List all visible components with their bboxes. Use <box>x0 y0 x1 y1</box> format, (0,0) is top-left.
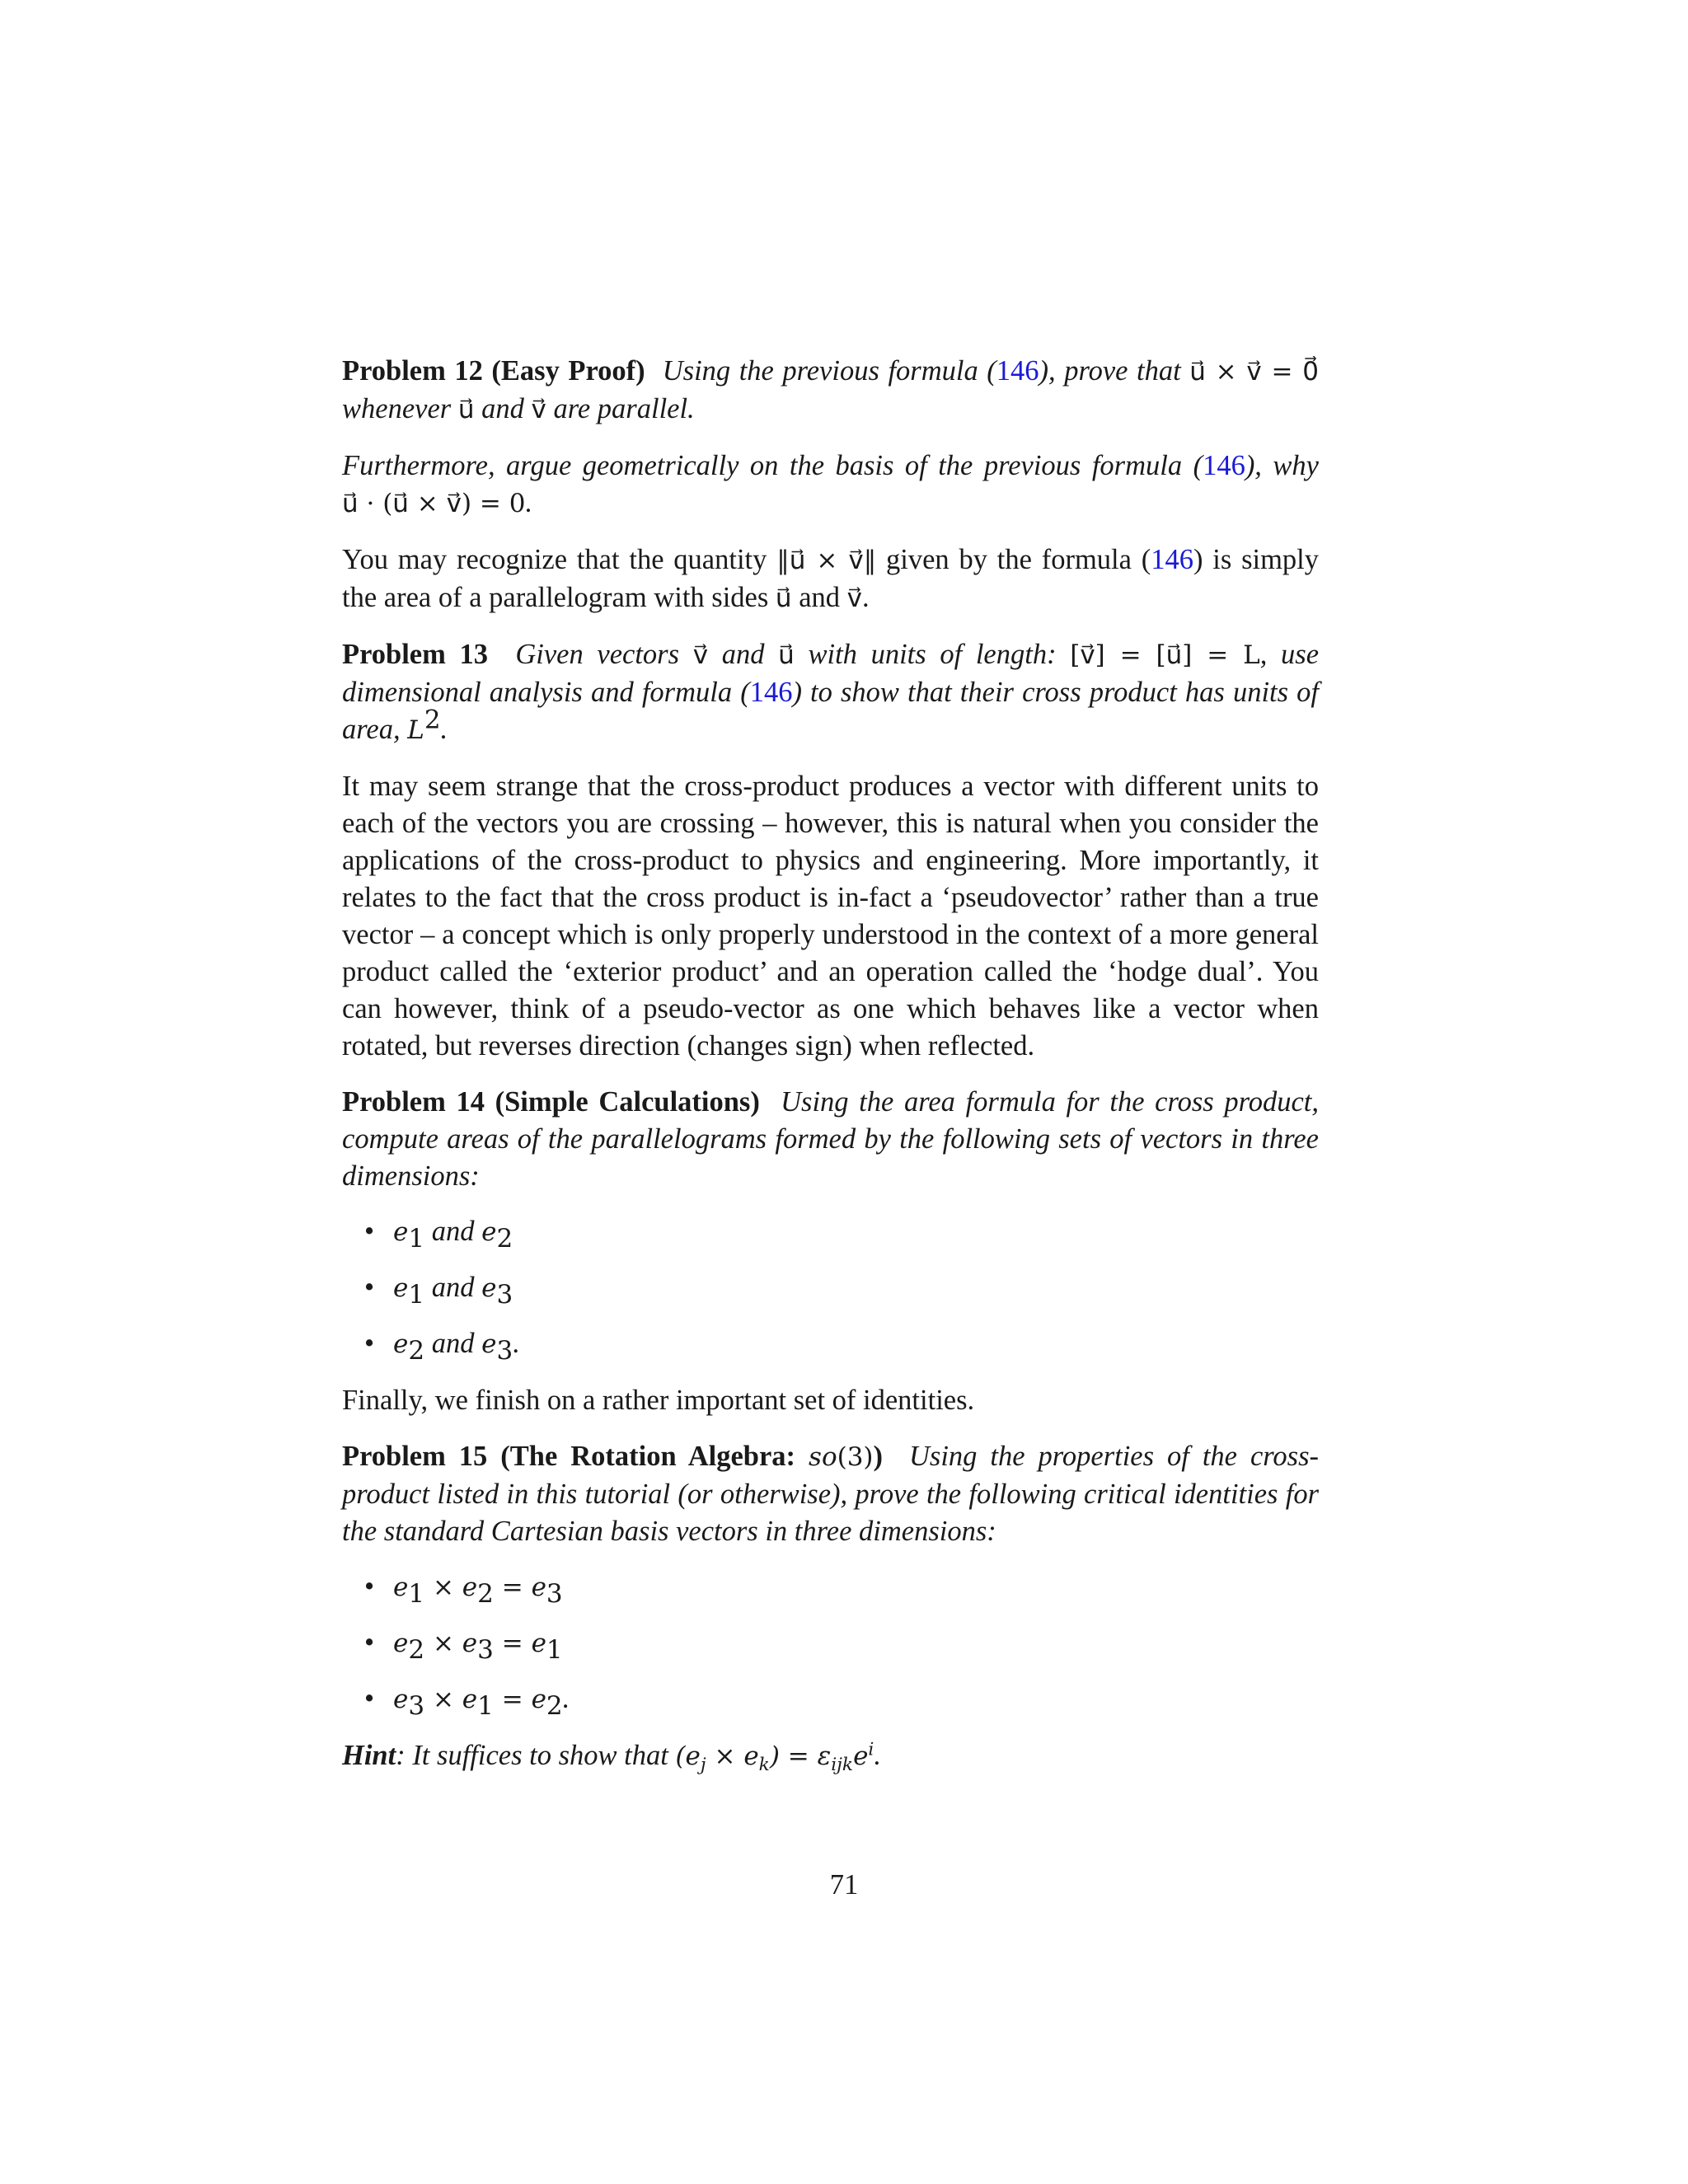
item-end: . <box>562 1683 570 1714</box>
furthermore-text: Furthermore, argue geometrically on the basis of the previous formula ( <box>342 450 1203 481</box>
equation-dot-cross: u⃗ · (u⃗ × v⃗) = 0 <box>342 489 526 518</box>
problem-13-text: Given vectors <box>515 639 693 670</box>
problem-15-list <box>342 1568 1319 1721</box>
recognize-text-5: . <box>862 582 870 613</box>
area-unit: L <box>407 715 424 745</box>
basis-vector: e <box>462 1629 478 1658</box>
equals-symbol: = <box>493 1572 532 1602</box>
problem-14 <box>342 1084 1319 1195</box>
and-text: and <box>424 1328 482 1359</box>
subscript: 2 <box>408 1335 425 1366</box>
area-exponent: 2 <box>424 705 441 735</box>
equation-ref-146[interactable]: 146 <box>996 355 1039 387</box>
subscript: 2 <box>477 1578 494 1609</box>
subscript: 2 <box>496 1223 513 1254</box>
bullet: • <box>364 1683 375 1714</box>
vector-u: u⃗ <box>778 640 795 670</box>
problem-15 <box>342 1438 1319 1550</box>
vector-u: u⃗ <box>775 583 792 613</box>
problem-13-text-4: , use dimensional analysis and formula ( <box>342 639 1320 708</box>
subscript: 1 <box>408 1223 425 1254</box>
problem-15-heading <box>342 1441 883 1472</box>
problem-12-text-4: and <box>474 393 532 424</box>
furthermore-paragraph <box>342 448 1319 523</box>
equation-ref-146[interactable]: 146 <box>749 677 793 708</box>
basis-vector: e <box>393 1572 409 1602</box>
page-body <box>342 353 1319 1794</box>
basis-vector: e <box>393 1629 409 1658</box>
problem-12-text: Using the previous formula ( <box>662 355 996 387</box>
problem-13-text-6: . <box>440 714 448 745</box>
problem-12-text-2: ), prove that <box>1039 355 1190 387</box>
problem-14-heading: Problem 14 (Simple Calculations) <box>342 1086 760 1118</box>
vector-v: v⃗ <box>692 640 709 670</box>
furthermore-text-3: . <box>525 487 533 518</box>
problem-13-text-2: and <box>708 639 779 670</box>
basis-vector: e <box>393 1685 409 1714</box>
subscript: 1 <box>546 1634 563 1665</box>
subscript: 3 <box>408 1690 425 1721</box>
list-item <box>364 1624 1319 1665</box>
equation-ref-146[interactable]: 146 <box>1203 450 1245 481</box>
problem-12-text-3: whenever <box>342 393 458 424</box>
page-number: 71 <box>829 1869 859 1900</box>
problem-15-heading-end: ) <box>873 1441 884 1472</box>
subscript: 2 <box>408 1634 425 1665</box>
finally-paragraph: Finally, we finish on a rather important set of identities. <box>342 1385 975 1416</box>
subscript: 3 <box>546 1578 563 1609</box>
recognize-paragraph <box>342 541 1319 617</box>
times-symbol: × <box>424 1685 462 1714</box>
subscript: 3 <box>496 1335 513 1366</box>
superscript-i: i <box>868 1739 874 1760</box>
equation-cross-zero: u⃗ × v⃗ = 0⃗ <box>1189 357 1319 387</box>
subscript: 2 <box>546 1690 563 1721</box>
equation-norm-cross: ‖u⃗ × v⃗‖ <box>776 546 877 575</box>
times-symbol: × <box>424 1629 462 1658</box>
problem-15-text: Using the properties of the cross-product listed in this tutorial (or otherwise), prove the following critical identities for the standard Cartesian basis vectors in three dimensions: <box>342 1441 1320 1547</box>
hint-eq-open: (e <box>675 1741 701 1771</box>
bullet: • <box>364 1272 375 1303</box>
subscript-k: k <box>758 1755 770 1776</box>
subscript: 1 <box>408 1578 425 1609</box>
hint-text: : It suffices to show that <box>396 1740 676 1771</box>
list-item <box>364 1213 1319 1254</box>
bullet: • <box>364 1328 375 1359</box>
hint-paragraph <box>342 1737 1319 1775</box>
list-item <box>364 1325 1319 1366</box>
problem-13-heading: Problem 13 <box>342 639 489 670</box>
basis-vector: e <box>462 1572 478 1602</box>
subscript: 1 <box>408 1279 425 1310</box>
subscript-j: j <box>700 1755 706 1776</box>
and-text: and <box>424 1216 482 1247</box>
hint-equation <box>675 1739 874 1776</box>
pseudovector-paragraph: It may seem strange that the cross-product produces a vector with different units to each of the vectors you are crossing – however, this is natural when you consider the applications of the cross-product to physics and engineering. More importantly, it relates to the fact that the cross product is in-fact a ‘pseudovector’ rather than a true vector – a concept which is only properly understood in the context of a more general product called the ‘exterior product’ and an operation called the ‘hodge dual’. You can however, think of a pseudo-vector as one which behaves like a vector when rotated, but reverses direction (changes sign) when reflected. <box>342 771 1319 1062</box>
basis-vector: e <box>481 1273 497 1303</box>
problem-14-text: Using the area formula for the cross product, compute areas of the parallelograms formed by the following sets of vectors in three dimensions: <box>342 1086 1320 1192</box>
recognize-text: You may recognize that the quantity <box>342 544 777 575</box>
subscript-ijk: ijk <box>831 1755 854 1776</box>
bullet: • <box>364 1216 375 1247</box>
problem-13 <box>342 636 1319 749</box>
problem-13-text-3: with units of length: <box>794 639 1071 670</box>
hint-eq-mid: ) = ε <box>769 1741 832 1771</box>
and-text: and <box>424 1272 482 1303</box>
basis-vector: e <box>481 1329 497 1359</box>
subscript: 3 <box>477 1634 494 1665</box>
subscript: 3 <box>496 1279 513 1310</box>
recognize-text-2: given by the formula ( <box>876 544 1151 575</box>
problem-15-heading-text: Problem 15 (The Rotation Algebra: <box>342 1441 809 1472</box>
basis-vector: e <box>393 1273 409 1303</box>
vector-v: v⃗ <box>531 395 546 424</box>
bullet: • <box>364 1571 375 1602</box>
problem-14-list <box>342 1213 1319 1366</box>
hint-eq-times: × e <box>706 1741 759 1771</box>
basis-vector: e <box>531 1572 546 1602</box>
hint-label: Hint <box>342 1740 396 1771</box>
equation-ref-146[interactable]: 146 <box>1151 544 1193 575</box>
bullet: • <box>364 1627 375 1658</box>
so-argument: (3) <box>837 1442 874 1472</box>
problem-12-heading: Problem 12 (Easy Proof) <box>342 355 645 387</box>
recognize-text-4: and <box>791 582 847 613</box>
vector-v: v⃗ <box>846 583 862 613</box>
list-item <box>364 1680 1319 1721</box>
problem-12 <box>342 353 1319 429</box>
vector-u: u⃗ <box>457 395 475 424</box>
furthermore-text-2: ), why <box>1245 450 1319 481</box>
hint-end: . <box>874 1740 881 1771</box>
basis-vector: e <box>481 1217 497 1247</box>
basis-vector: e <box>531 1629 546 1658</box>
hint-eq-e: e <box>853 1741 869 1771</box>
basis-vector: e <box>531 1685 546 1714</box>
equation-units-length: [v⃗] = [u⃗] = L <box>1070 640 1260 670</box>
list-item <box>364 1568 1319 1609</box>
times-symbol: × <box>424 1572 462 1602</box>
problem-13-text-5: ) to show that their cross product has units of area, <box>342 677 1319 745</box>
equals-symbol: = <box>493 1629 532 1658</box>
subscript: 1 <box>477 1690 494 1721</box>
problem-12-text-5: are parallel. <box>546 393 695 424</box>
basis-vector: e <box>393 1329 409 1359</box>
basis-vector: e <box>393 1217 409 1247</box>
item-end: . <box>513 1328 520 1359</box>
equals-symbol: = <box>493 1685 532 1714</box>
list-item <box>364 1269 1319 1310</box>
recognize-text-3: ) is simply the area of a parallelogram with sides <box>342 544 1319 613</box>
basis-vector: e <box>462 1685 478 1714</box>
so-symbol: so <box>809 1442 837 1472</box>
